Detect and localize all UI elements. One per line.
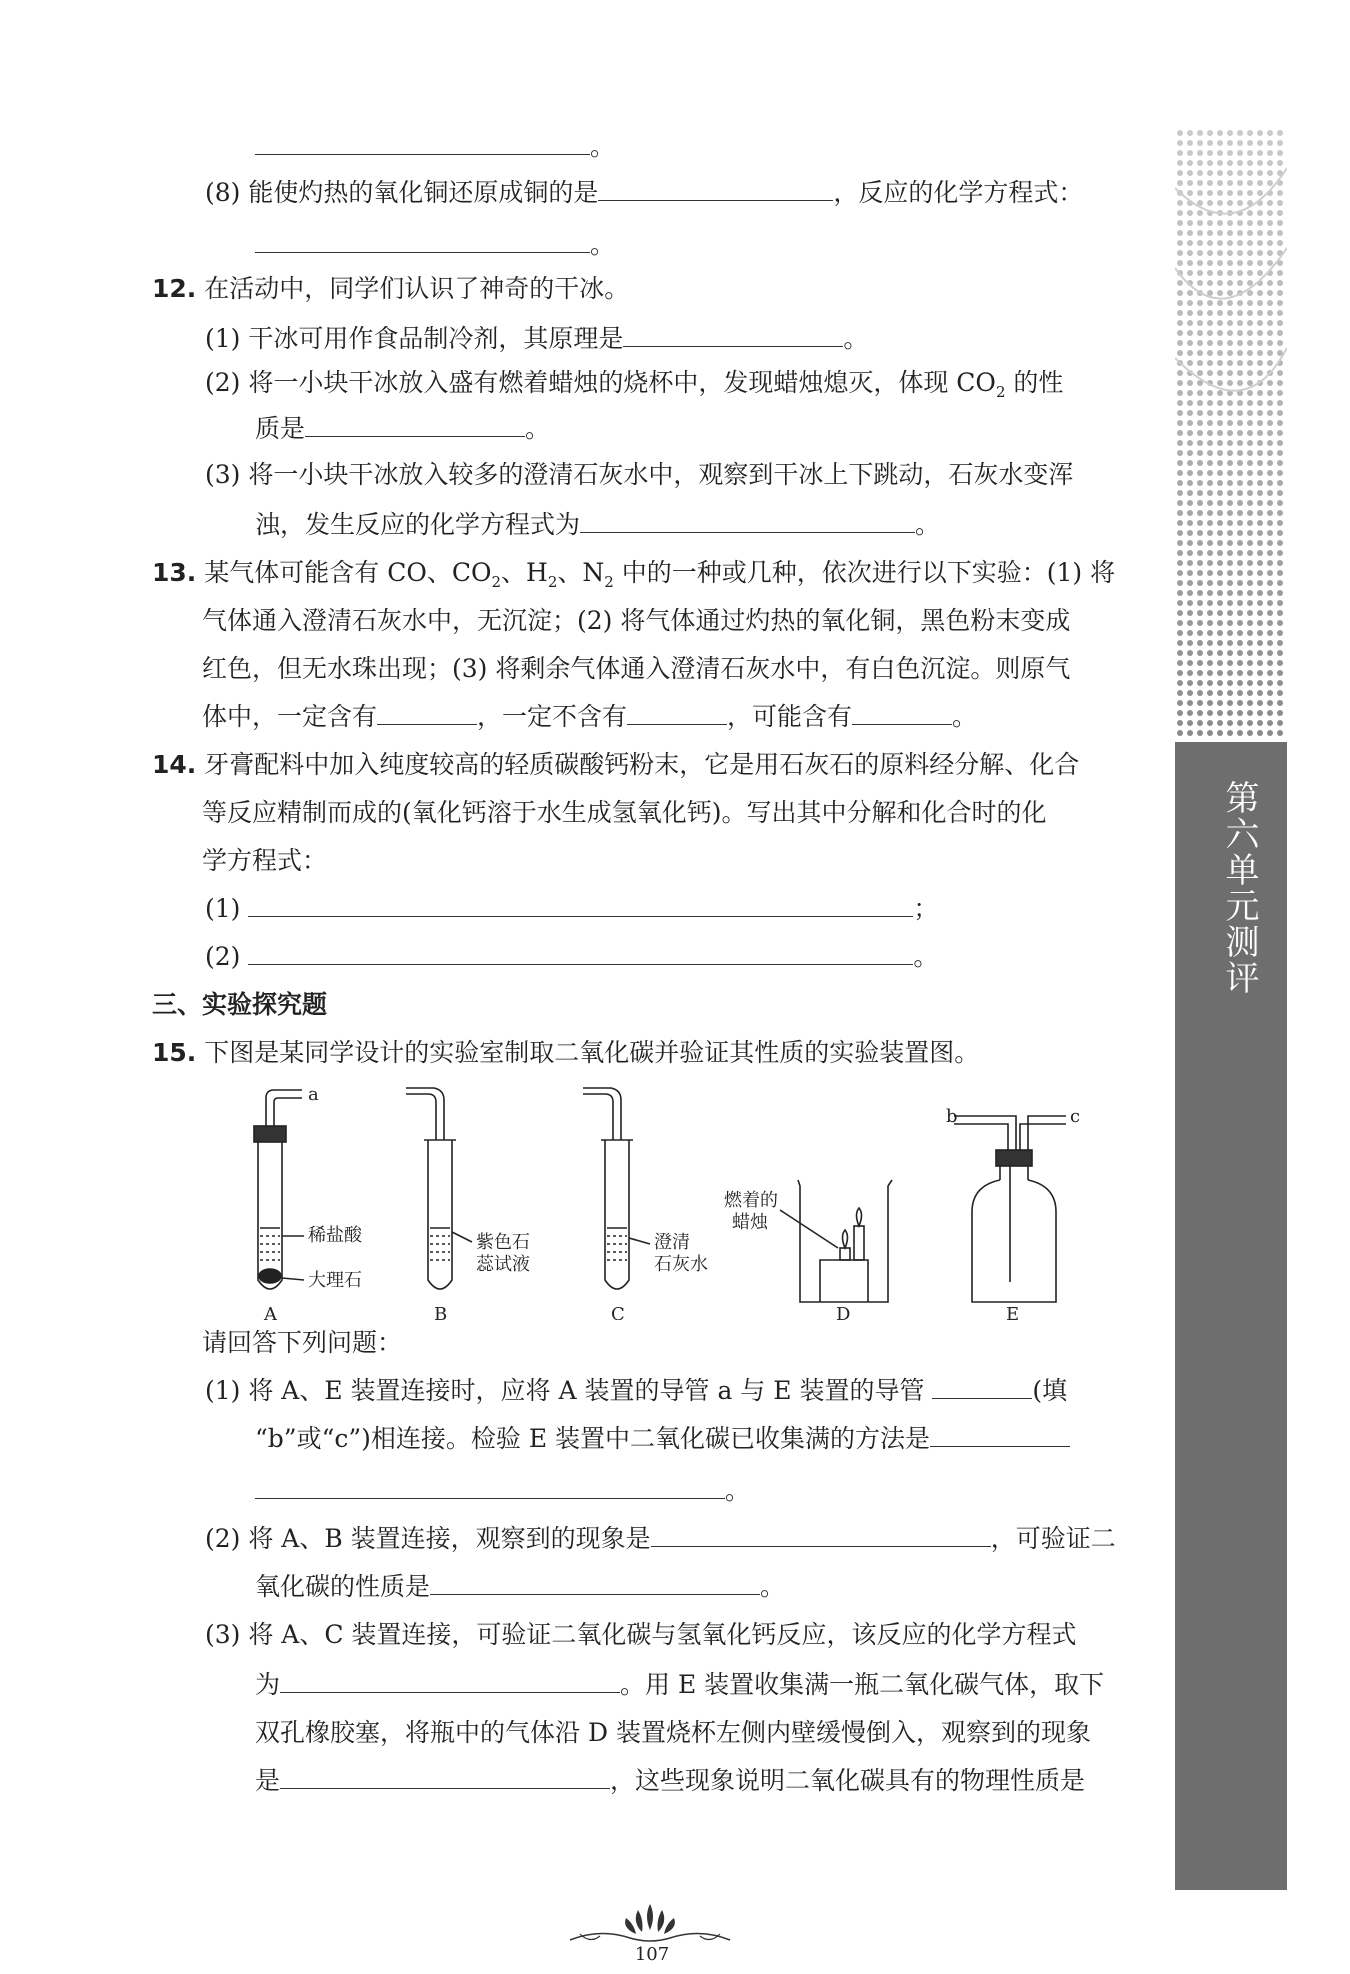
section-title: 三、实验探究题	[152, 990, 328, 1019]
q13-line3: 红色，但无水珠出现；(3) 将剩余气体通入澄清石灰水中，有白色沉淀。则原气	[202, 654, 1071, 683]
page-number: 107	[634, 1944, 670, 1965]
q15-item3-line3: 双孔橡胶塞，将瓶中的气体沿 D 装置烧杯左侧内壁缓慢倒入，观察到的现象	[255, 1718, 1091, 1747]
answer-blank[interactable]	[598, 176, 833, 201]
tag-b: B	[434, 1304, 448, 1320]
answer-blank[interactable]	[255, 1474, 725, 1499]
apparatus-figure	[220, 1080, 1100, 1320]
answer-blank[interactable]	[930, 1422, 1070, 1447]
q15-item2-line1: (2) 将 A、B 装置连接，观察到的现象是 ，可验证二	[205, 1524, 1116, 1553]
label-limewater-1: 澄清	[654, 1232, 690, 1253]
answer-blank[interactable]	[623, 322, 843, 347]
answer-blank[interactable]	[248, 940, 913, 965]
q14-item1: (1) ；	[205, 894, 939, 923]
answer-blank[interactable]	[932, 1374, 1032, 1399]
q11-item7-answer-line: 。	[255, 130, 615, 164]
tag-e: E	[1006, 1304, 1020, 1320]
q12-item3-line1: (3) 将一小块干冰放入较多的澄清石灰水中，观察到干冰上下跳动，石灰水变浑	[205, 460, 1074, 489]
answer-blank[interactable]	[305, 412, 525, 437]
q15-item3-line1: (3) 将 A、C 装置连接，可验证二氧化碳与氢氧化钙反应，该反应的化学方程式	[205, 1620, 1077, 1649]
answer-blank[interactable]	[255, 228, 590, 253]
answer-blank[interactable]	[852, 700, 952, 725]
q12-item1: (1) 干冰可用作食品制冷剂，其原理是 。	[205, 324, 869, 353]
q14-line3: 学方程式：	[202, 846, 328, 875]
q15-item2-line2: 氧化碳的性质是 。	[255, 1572, 786, 1601]
label-limewater-2: 石灰水	[654, 1254, 708, 1275]
answer-blank[interactable]	[280, 1668, 620, 1693]
q15-item1-line3: 。	[255, 1474, 750, 1508]
answer-blank[interactable]	[377, 700, 477, 725]
q15-prompt: 请回答下列问题：	[202, 1328, 403, 1357]
q12-item3-line2: 浊，发生反应的化学方程式为 。	[255, 510, 941, 539]
label-marble: 大理石	[308, 1270, 362, 1291]
q11-item8: (8) 能使灼热的氧化铜还原成铜的是 ，反应的化学方程式：	[205, 178, 1084, 207]
q13-line1: 13. 某气体可能含有 CO、$CO_2$、$H_2$、$N_2$ 中的一种或几种，依次进行以下实验：(1) 将	[152, 558, 1116, 591]
apparatus-b	[406, 1088, 472, 1289]
label-tube-c: c	[1070, 1106, 1081, 1127]
label-tube-a: a	[308, 1084, 319, 1105]
answer-blank[interactable]	[651, 1522, 991, 1547]
tag-c: C	[611, 1304, 625, 1320]
apparatus-e	[954, 1116, 1066, 1302]
q15-item3-line4: 是 ，这些现象说明二氧化碳具有的物理性质是	[255, 1766, 1086, 1795]
q12-item2-line2: 质是 。	[255, 414, 551, 443]
answer-blank[interactable]	[280, 1764, 610, 1789]
q13-line2: 气体通入澄清石灰水中，无沉淀；(2) 将气体通过灼热的氧化铜，黑色粉末变成	[202, 606, 1071, 635]
apparatus-a	[254, 1090, 304, 1289]
chapter-title: 第六单元测评	[1219, 780, 1259, 996]
answer-blank[interactable]	[248, 892, 913, 917]
label-acid: 稀盐酸	[308, 1225, 362, 1246]
apparatus-d	[780, 1180, 892, 1302]
answer-blank[interactable]	[430, 1570, 760, 1595]
tag-a: A	[264, 1304, 277, 1320]
q14-line2: 等反应精制而成的(氧化钙溶于水生成氢氧化钙)。写出其中分解和化合时的化	[202, 798, 1047, 827]
q15-item1-line1: (1) 将 A、E 装置连接时，应将 A 装置的导管 a 与 E 装置的导管 (填	[205, 1376, 1068, 1405]
label-litmus-1: 紫色石	[476, 1232, 530, 1253]
q11-item8-answer-line: 。	[255, 228, 615, 262]
sidebar-decorative-pattern	[1175, 128, 1287, 740]
q15-stem: 15. 下图是某同学设计的实验室制取二氧化碳并验证其性质的实验装置图。	[152, 1038, 980, 1067]
q13-line4: 体中，一定含有 ，一定不含有 ，可能含有 。	[202, 702, 978, 731]
label-candle-1: 燃着的	[724, 1190, 778, 1211]
q15-item1-line2: “b”或“c”)相连接。检验 E 装置中二氧化碳已收集满的方法是	[255, 1422, 1070, 1456]
answer-blank[interactable]	[627, 700, 727, 725]
q14-line1: 14. 牙膏配料中加入纯度较高的轻质碳酸钙粉末，它是用石灰石的原料经分解、化合	[152, 750, 1080, 779]
label-candle-2: 蜡烛	[732, 1212, 768, 1233]
q12-item2-line1: (2) 将一小块干冰放入盛有燃着蜡烛的烧杯中，发现蜡烛熄灭，体现 $CO_2$ 的性	[205, 368, 1064, 401]
q14-item2: (2) 。	[205, 942, 939, 971]
label-tube-b: b	[946, 1106, 958, 1127]
tag-d: D	[836, 1304, 851, 1320]
apparatus-c	[583, 1088, 650, 1289]
label-litmus-2: 蕊试液	[476, 1254, 530, 1275]
answer-blank[interactable]	[580, 508, 915, 533]
answer-blank[interactable]	[255, 130, 590, 155]
q12-stem: 12. 在活动中，同学们认识了神奇的干冰。	[152, 274, 630, 303]
q15-item3-line2: 为 。用 E 装置收集满一瓶二氧化碳气体，取下	[255, 1670, 1105, 1699]
